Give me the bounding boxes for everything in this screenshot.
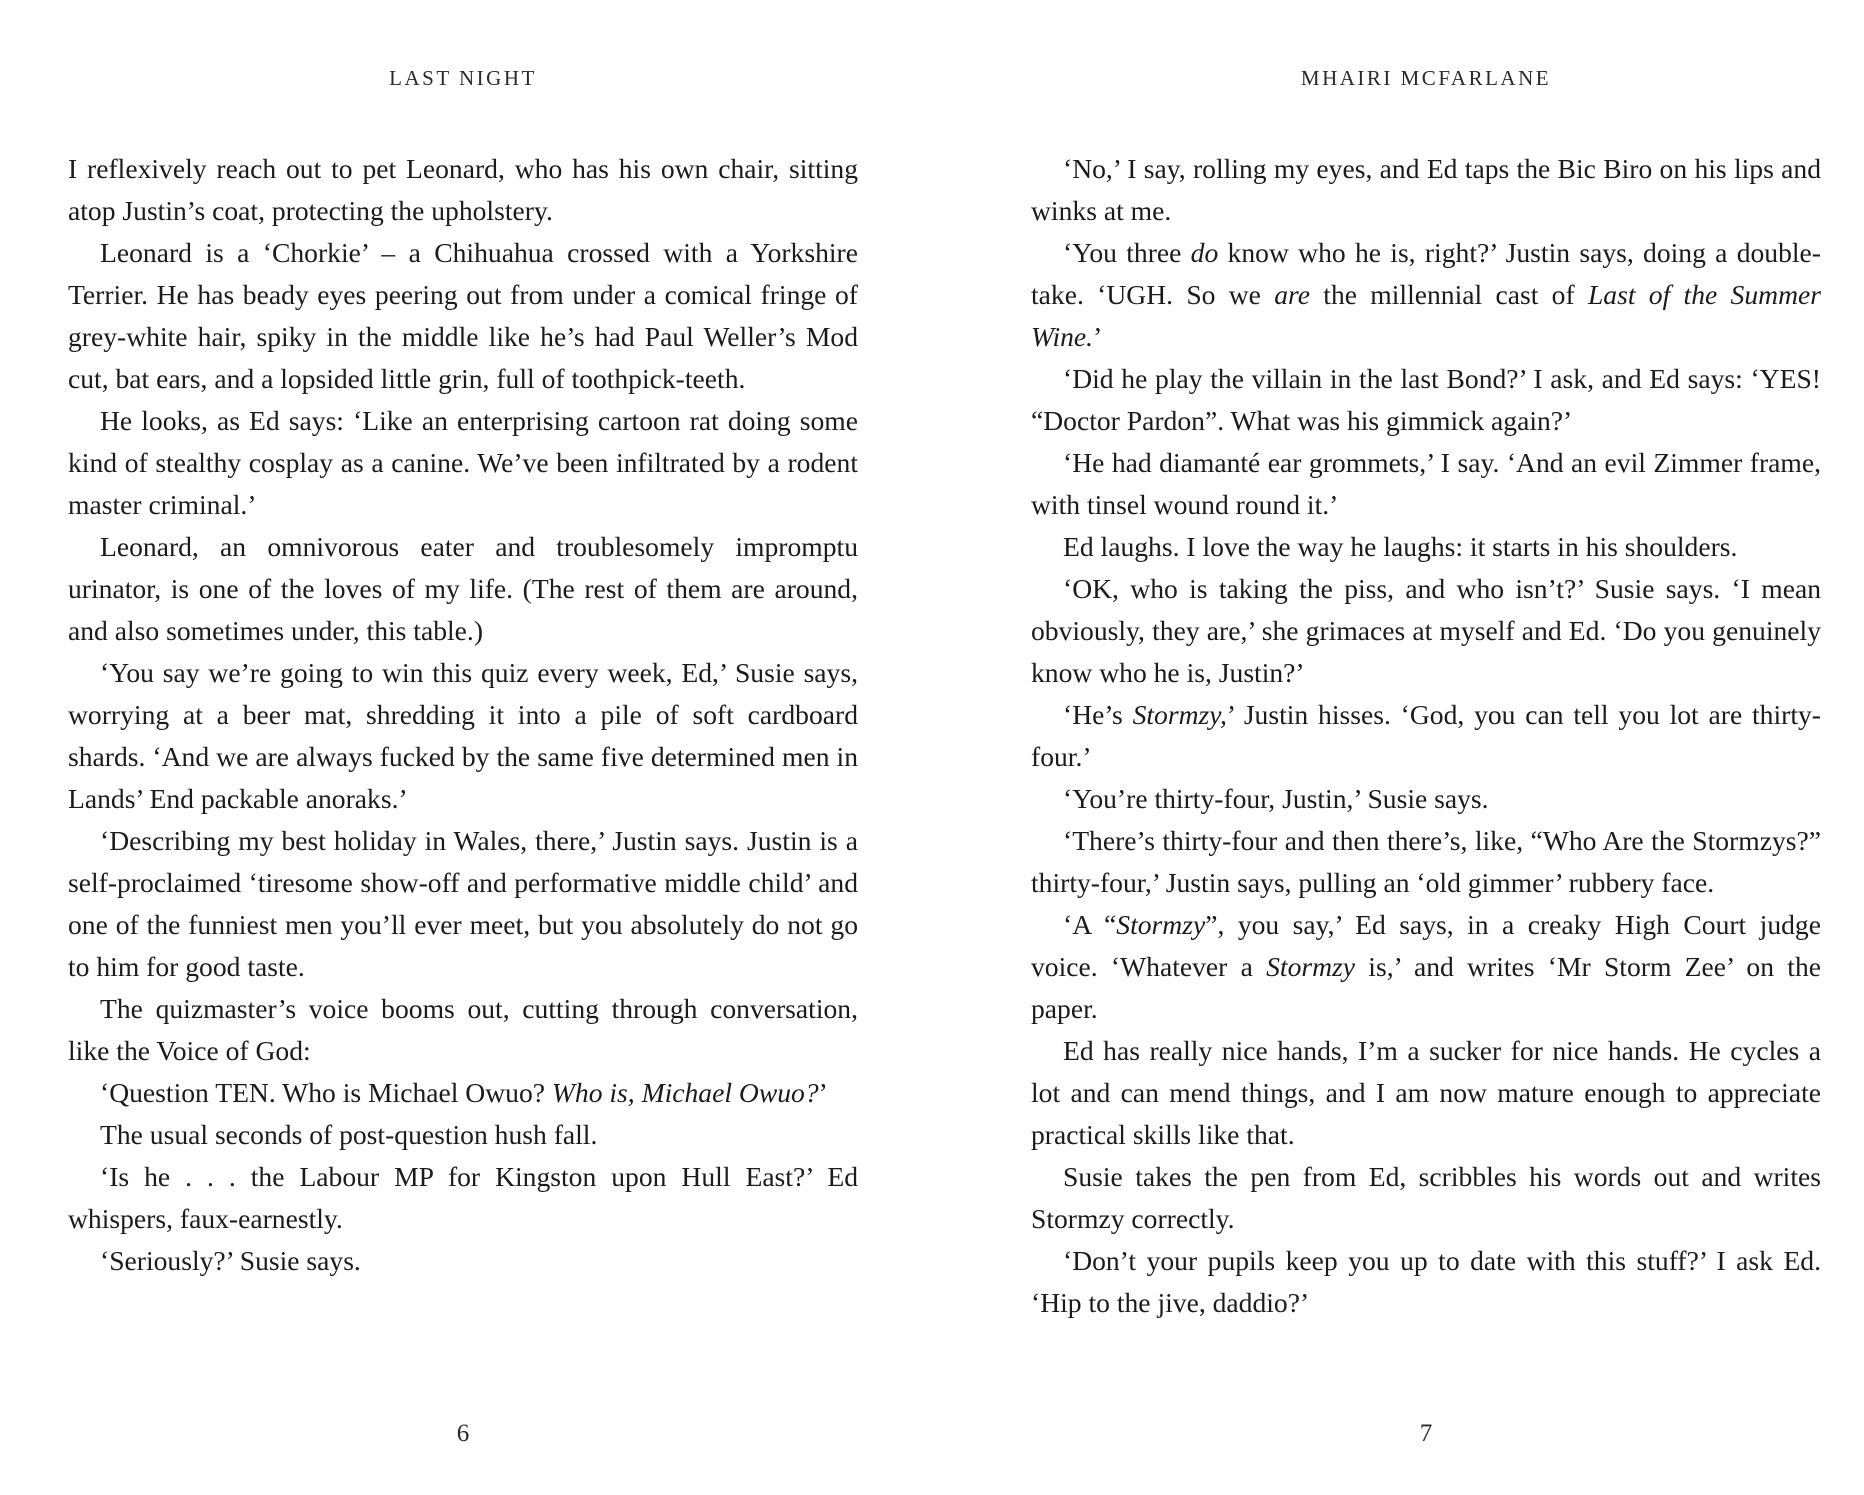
paragraph-text: is,’ and writes ‘Mr Storm Zee’ on the paper.: [1031, 951, 1821, 1024]
paragraph-text: know who he is, right?’ Justin says, doing a double-take. ‘UGH. So we: [1031, 237, 1821, 310]
paragraph-text: ’: [818, 1077, 828, 1108]
paragraph-text: ”, you say,’ Ed says, in a creaky High Court judge voice. ‘Whatever a: [1031, 909, 1821, 982]
paragraph: Leonard is a ‘Chorkie’ – a Chihuahua crossed with a Yorkshire Terrier. He has beady eyes peering out from under a comical fringe of grey-white hair, spiky in the middle like he’s had Paul Weller’s Mod cut, bat ears, and a lopsided little grin, full of toothpick-teeth.: [68, 237, 858, 394]
paragraph-text: ‘He’s: [1063, 699, 1133, 730]
paragraph: [1031, 904, 1821, 1030]
paragraph-text: ’ Justin hisses. ‘God, you can tell you lot are thirty-four.’: [1031, 699, 1821, 772]
right-page: [1031, 0, 1821, 1495]
paragraph: The usual seconds of post-question hush fall.: [100, 1119, 598, 1150]
paragraph-italic: Stormzy: [1116, 909, 1206, 940]
paragraph-text: ‘Question TEN. Who is Michael Owuo?: [100, 1077, 552, 1108]
paragraph-text: ’: [1093, 321, 1103, 352]
paragraph: ‘Did he play the villain in the last Bond?’ I ask, and Ed says: ‘YES! “Doctor Pardon”. What was his gimmick again?’: [1031, 363, 1821, 436]
paragraph: I reflexively reach out to pet Leonard, who has his own chair, sitting atop Justin’s coat, protecting the upholstery.: [68, 153, 858, 226]
paragraph: The quizmaster’s voice booms out, cutting through conversation, like the Voice of God:: [68, 993, 858, 1066]
paragraph: ‘You’re thirty-four, Justin,’ Susie says.: [1063, 783, 1489, 814]
paragraph: ‘Is he . . . the Labour MP for Kingston upon Hull East?’ Ed whispers, faux-earnestly.: [68, 1161, 858, 1234]
paragraph: Susie takes the pen from Ed, scribbles his words out and writes Stormzy correctly.: [1031, 1161, 1821, 1234]
page-number: 6: [456, 1420, 470, 1447]
paragraph-italic: Last of the Summer Wine.: [1031, 279, 1821, 352]
paragraph-text: ‘A “: [1063, 909, 1117, 940]
paragraph: ‘No,’ I say, rolling my eyes, and Ed taps the Bic Biro on his lips and winks at me.: [1031, 153, 1821, 226]
paragraph: [1031, 694, 1821, 778]
paragraph: ‘Don’t your pupils keep you up to date with this stuff?’ I ask Ed. ‘Hip to the jive, daddio?’: [1031, 1245, 1821, 1318]
paragraph-italic: are: [1274, 279, 1310, 310]
left-page: [68, 0, 858, 1495]
paragraph: ‘He had diamanté ear grommets,’ I say. ‘And an evil Zimmer frame, with tinsel wound round it.’: [1031, 447, 1821, 520]
right-page-body: [1031, 148, 1821, 1324]
paragraph-italic: Stormzy,: [1132, 699, 1227, 730]
paragraph-italic: do: [1190, 237, 1219, 268]
paragraph: [1031, 232, 1821, 358]
paragraph: He looks, as Ed says: ‘Like an enterprising cartoon rat doing some kind of stealthy cosplay as a canine. We’ve been infiltrated by a rodent master criminal.’: [68, 405, 858, 520]
paragraph: Ed laughs. I love the way he laughs: it starts in his shoulders.: [1063, 531, 1738, 562]
paragraph: ‘There’s thirty-four and then there’s, like, “Who Are the Stormzys?” thirty-four,’ Justin says, pulling an ‘old gimmer’ rubbery face.: [1031, 825, 1821, 898]
paragraph: [68, 1072, 858, 1114]
paragraph-italic: Who is, Michael Owuo?: [551, 1077, 819, 1108]
paragraph-italic: Stormzy: [1266, 951, 1356, 982]
paragraph-text: the millennial cast of: [1310, 279, 1588, 310]
paragraph: Ed has really nice hands, I’m a sucker for nice hands. He cycles a lot and can mend things, and I am now mature enough to appreciate practical skills like that.: [1031, 1035, 1821, 1150]
paragraph: ‘OK, who is taking the piss, and who isn’t?’ Susie says. ‘I mean obviously, they are,’ she grimaces at myself and Ed. ‘Do you genuinely know who he is, Justin?’: [1031, 573, 1821, 688]
paragraph-text: ‘You three: [1063, 237, 1191, 268]
running-head-book-title: LAST NIGHT: [389, 66, 537, 90]
paragraph: ‘You say we’re going to win this quiz every week, Ed,’ Susie says, worrying at a beer mat, shredding it into a pile of soft cardboard shards. ‘And we are always fucked by the same five determined men in Lands’ End packable anoraks.’: [68, 657, 858, 814]
paragraph: ‘Describing my best holiday in Wales, there,’ Justin says. Justin is a self-proclaimed ‘tiresome show-off and performative middle child’ and one of the funniest men you’ll ever meet, but you absolutely do not go to him for good taste.: [68, 825, 858, 982]
running-head-author: MHAIRI MCFARLANE: [1300, 66, 1552, 90]
paragraph: ‘Seriously?’ Susie says.: [100, 1245, 361, 1276]
paragraph: Leonard, an omnivorous eater and troublesomely impromptu urinator, is one of the loves of my life. (The rest of them are around, and also sometimes under, this table.): [68, 531, 858, 646]
left-page-body: [68, 148, 858, 1282]
page-number: 7: [1419, 1420, 1433, 1447]
